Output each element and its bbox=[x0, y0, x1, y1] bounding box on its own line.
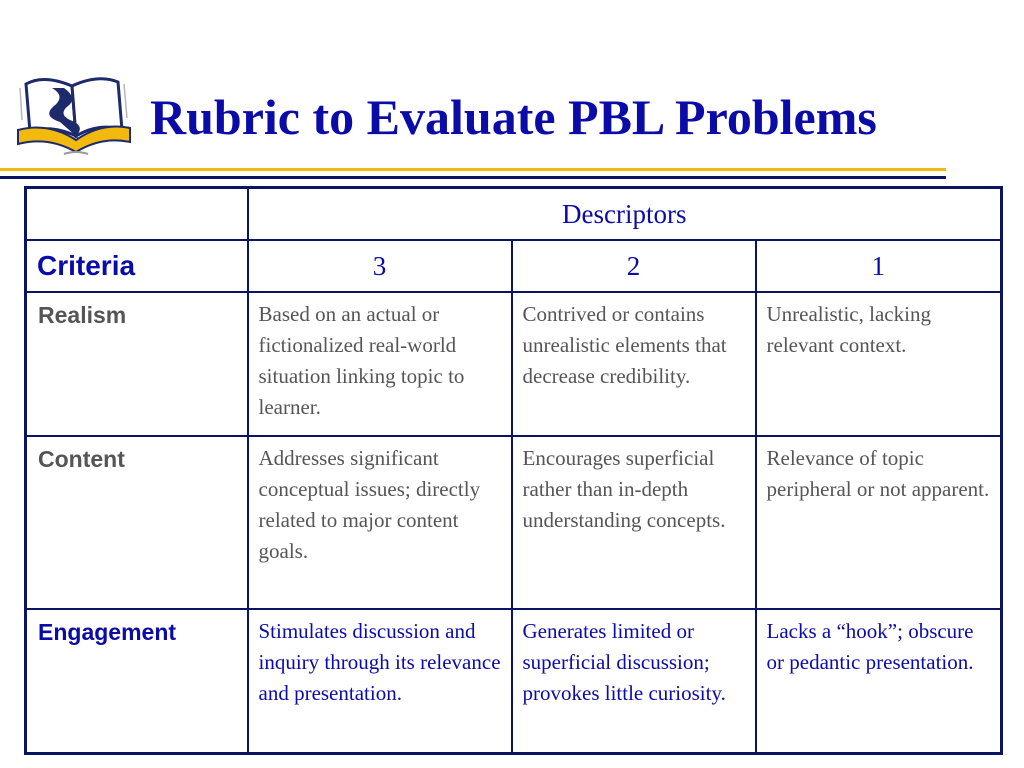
descriptor-cell: Contrived or contains unrealistic elements that decrease credibility. bbox=[512, 292, 756, 436]
descriptor-cell: Generates limited or superficial discussion; provokes little curiosity. bbox=[512, 609, 756, 754]
descriptor-cell: Relevance of topic peripheral or not apparent. bbox=[756, 436, 1002, 609]
criterion-label: Realism bbox=[26, 292, 248, 436]
criteria-label: Criteria bbox=[26, 240, 248, 292]
empty-corner-cell bbox=[26, 188, 248, 241]
table-row-realism bbox=[26, 292, 1002, 436]
descriptor-cell: Encourages superficial rather than in-depth understanding concepts. bbox=[512, 436, 756, 609]
criterion-label: Content bbox=[26, 436, 248, 609]
descriptor-cell: Lacks a “hook”; obscure or pedantic presentation. bbox=[756, 609, 1002, 754]
open-book-logo-icon bbox=[14, 70, 134, 162]
title-divider-navy bbox=[0, 176, 946, 179]
score-header-row bbox=[26, 240, 1002, 292]
descriptor-cell: Based on an actual or fictionalized real-world situation linking topic to learner. bbox=[248, 292, 512, 436]
slide-title: Rubric to Evaluate PBL Problems bbox=[150, 89, 877, 145]
descriptors-label: Descriptors bbox=[248, 188, 1002, 241]
table-row-content bbox=[26, 436, 1002, 609]
criterion-label: Engagement bbox=[26, 609, 248, 754]
title-divider-gold bbox=[0, 168, 946, 171]
table-row-engagement bbox=[26, 609, 1002, 754]
descriptor-cell: Unrealistic, lacking relevant context. bbox=[756, 292, 1002, 436]
rubric-table bbox=[24, 186, 1003, 755]
score-header-1: 1 bbox=[756, 240, 1002, 292]
score-header-2: 2 bbox=[512, 240, 756, 292]
descriptors-header-row bbox=[26, 188, 1002, 241]
descriptor-cell: Stimulates discussion and inquiry through its relevance and presentation. bbox=[248, 609, 512, 754]
descriptor-cell: Addresses significant conceptual issues; directly related to major content goals. bbox=[248, 436, 512, 609]
score-header-3: 3 bbox=[248, 240, 512, 292]
